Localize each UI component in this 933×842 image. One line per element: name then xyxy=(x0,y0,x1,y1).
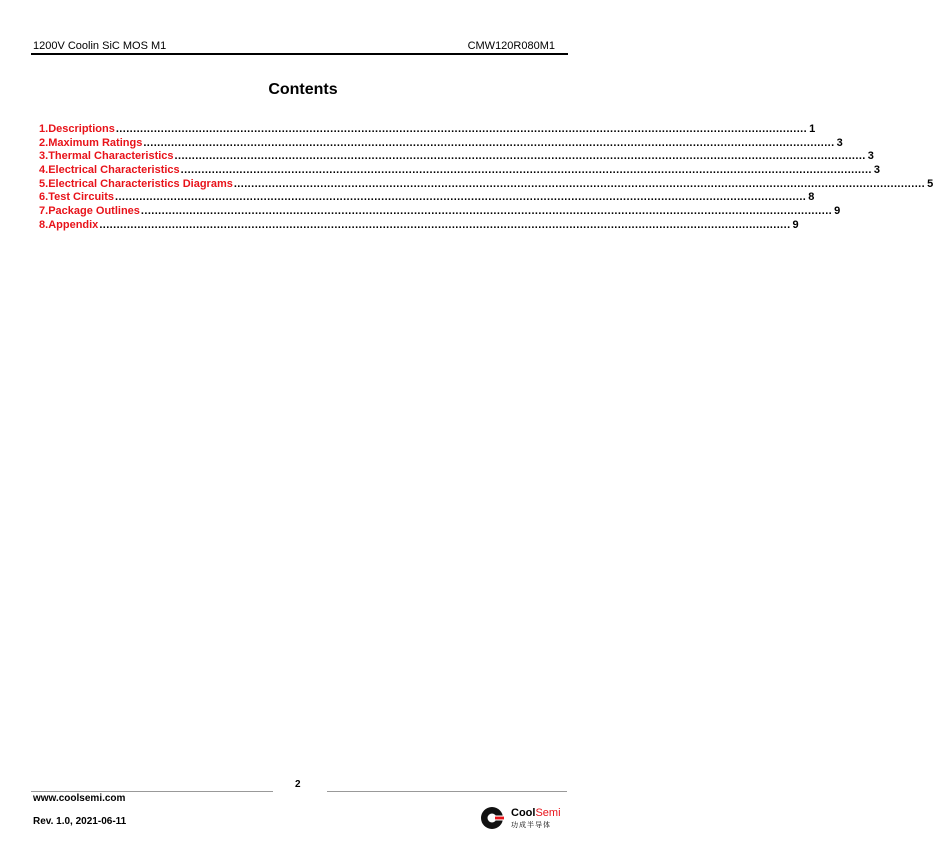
toc-number: 3. xyxy=(39,150,49,163)
toc-number: 2. xyxy=(39,136,49,149)
logo-wordmark-semi: Semi xyxy=(535,807,561,819)
toc-leader-dots: ........................................................................................................................................................................................................ xyxy=(233,177,926,190)
toc-leader-dots: ........................................................................................................................................................................................................ xyxy=(99,218,791,231)
header-part-number: CMW120R080M1 xyxy=(467,40,555,52)
toc-title-link[interactable]: Package Outlines xyxy=(48,205,140,218)
toc-title-link[interactable]: Test Circuits xyxy=(48,191,114,204)
toc-page-number: 5 xyxy=(927,177,933,190)
footer-divider-left xyxy=(31,791,273,792)
toc-page-number: 3 xyxy=(836,136,843,149)
coolsemi-logo-icon xyxy=(480,806,506,830)
toc-number: 1. xyxy=(39,123,49,135)
toc-leader-dots: ........................................................................................................................................................................................................ xyxy=(180,164,872,177)
toc-title-link[interactable]: Electrical Characteristics xyxy=(48,164,180,177)
toc-leader-dots: ........................................................................................................................................................................................................ xyxy=(143,136,835,149)
toc-page-number: 3 xyxy=(867,150,874,163)
toc-number: 6. xyxy=(39,191,49,204)
toc-title-link[interactable]: Thermal Characteristics xyxy=(48,150,174,163)
page-number: 2 xyxy=(295,779,301,790)
toc-title-link[interactable]: Appendix xyxy=(48,218,99,231)
toc-number: 5. xyxy=(39,177,49,190)
toc-entry[interactable] xyxy=(39,177,933,192)
table-of-contents xyxy=(39,123,933,233)
coolsemi-logo xyxy=(480,806,560,830)
toc-page-number: 9 xyxy=(834,205,841,218)
logo-wordmark-cool: Cool xyxy=(511,807,536,819)
toc-title-link[interactable]: Maximum Ratings xyxy=(48,136,143,149)
toc-entry[interactable] xyxy=(39,164,881,178)
toc-entry[interactable] xyxy=(39,218,799,233)
toc-entry[interactable] xyxy=(39,150,874,164)
toc-page-number: 3 xyxy=(873,164,881,177)
logo-wordmark xyxy=(511,807,561,819)
footer-revision: Rev. 1.0, 2021-06-11 xyxy=(33,816,127,827)
toc-entry[interactable] xyxy=(39,191,815,205)
toc-title-link[interactable]: Descriptions xyxy=(48,123,115,135)
toc-title-link[interactable]: Electrical Characteristics Diagrams xyxy=(48,177,233,190)
toc-page-number: 1 xyxy=(809,123,816,135)
toc-leader-dots: ........................................................................................................................................................................................................ xyxy=(115,123,808,135)
page-title: Contents xyxy=(268,81,338,98)
toc-number: 4. xyxy=(39,164,49,177)
toc-entry[interactable] xyxy=(39,123,816,137)
header-product-line: 1200V Coolin SiC MOS M1 xyxy=(33,40,167,52)
header-divider xyxy=(31,53,568,55)
toc-number: 8. xyxy=(39,218,49,231)
toc-page-number: 8 xyxy=(808,191,815,204)
footer-website[interactable]: www.coolsemi.com xyxy=(33,793,126,804)
toc-entry[interactable] xyxy=(39,205,841,219)
toc-number: 7. xyxy=(39,205,49,218)
toc-page-number: 9 xyxy=(792,218,799,231)
toc-leader-dots: ........................................................................................................................................................................................................ xyxy=(140,205,833,218)
toc-leader-dots: ........................................................................................................................................................................................................ xyxy=(115,191,807,204)
logo-chinese-name: 功成半导体 xyxy=(511,822,551,829)
footer-divider-right xyxy=(327,791,567,792)
toc-leader-dots: ........................................................................................................................................................................................................ xyxy=(174,150,866,163)
toc-entry[interactable] xyxy=(39,136,843,151)
